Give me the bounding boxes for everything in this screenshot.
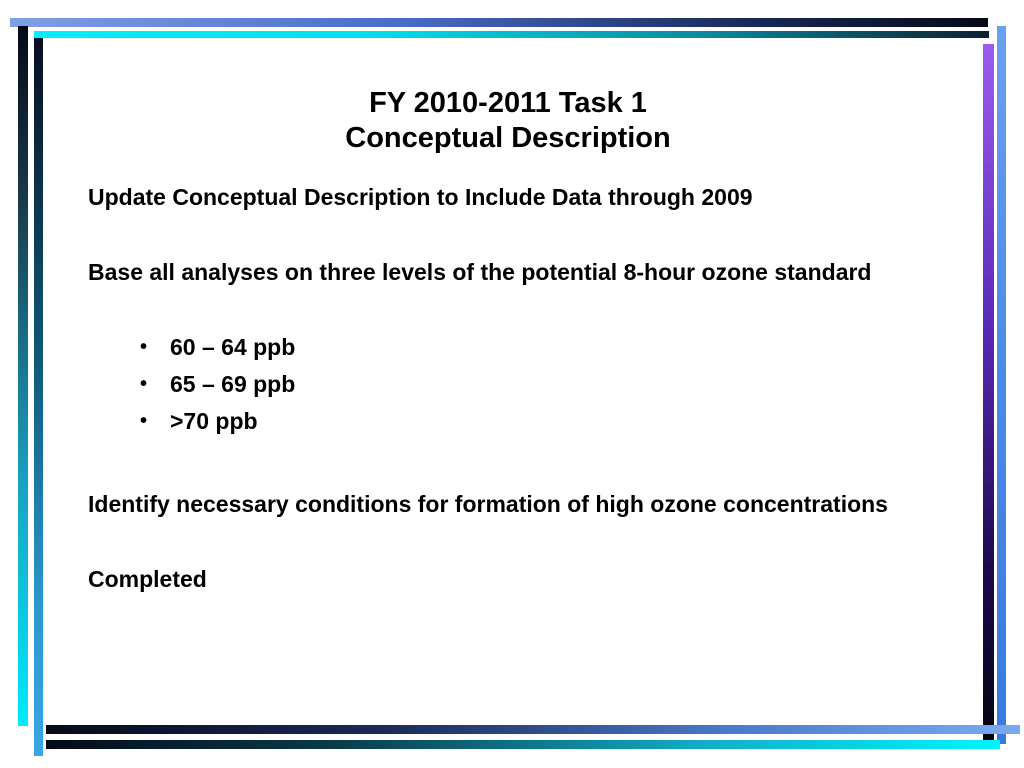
slide-title-line-2: Conceptual Description [345, 122, 671, 154]
paragraph-update-description: Update Conceptual Description to Include Data through 2009 [88, 184, 753, 210]
frame-top-inner-bar [34, 31, 989, 38]
list-item-text: 60 – 64 ppb [170, 334, 296, 360]
list-item [88, 332, 958, 369]
slide-body [88, 182, 958, 595]
paragraph-base-analyses: Base all analyses on three levels of the potential 8-hour ozone standard [88, 259, 872, 285]
bullet-icon: • [140, 373, 148, 395]
frame-top-outer-bar [10, 18, 988, 27]
ozone-levels-list [88, 332, 958, 443]
list-item [88, 406, 958, 443]
bullet-icon: • [140, 336, 148, 358]
list-item-text: 65 – 69 ppb [170, 371, 296, 397]
list-item-text: >70 ppb [170, 408, 258, 434]
slide-title [0, 86, 1016, 156]
paragraph-completed: Completed [88, 566, 207, 592]
paragraph-identify-conditions: Identify necessary conditions for formation of high ozone concentrations [88, 491, 888, 517]
slide-title-line-1: FY 2010-2011 Task 1 [369, 87, 647, 119]
frame-bottom-inner-bar [46, 725, 1020, 734]
list-item [88, 369, 958, 406]
frame-bottom-outer-bar [46, 740, 1000, 749]
bullet-icon: • [140, 410, 148, 432]
